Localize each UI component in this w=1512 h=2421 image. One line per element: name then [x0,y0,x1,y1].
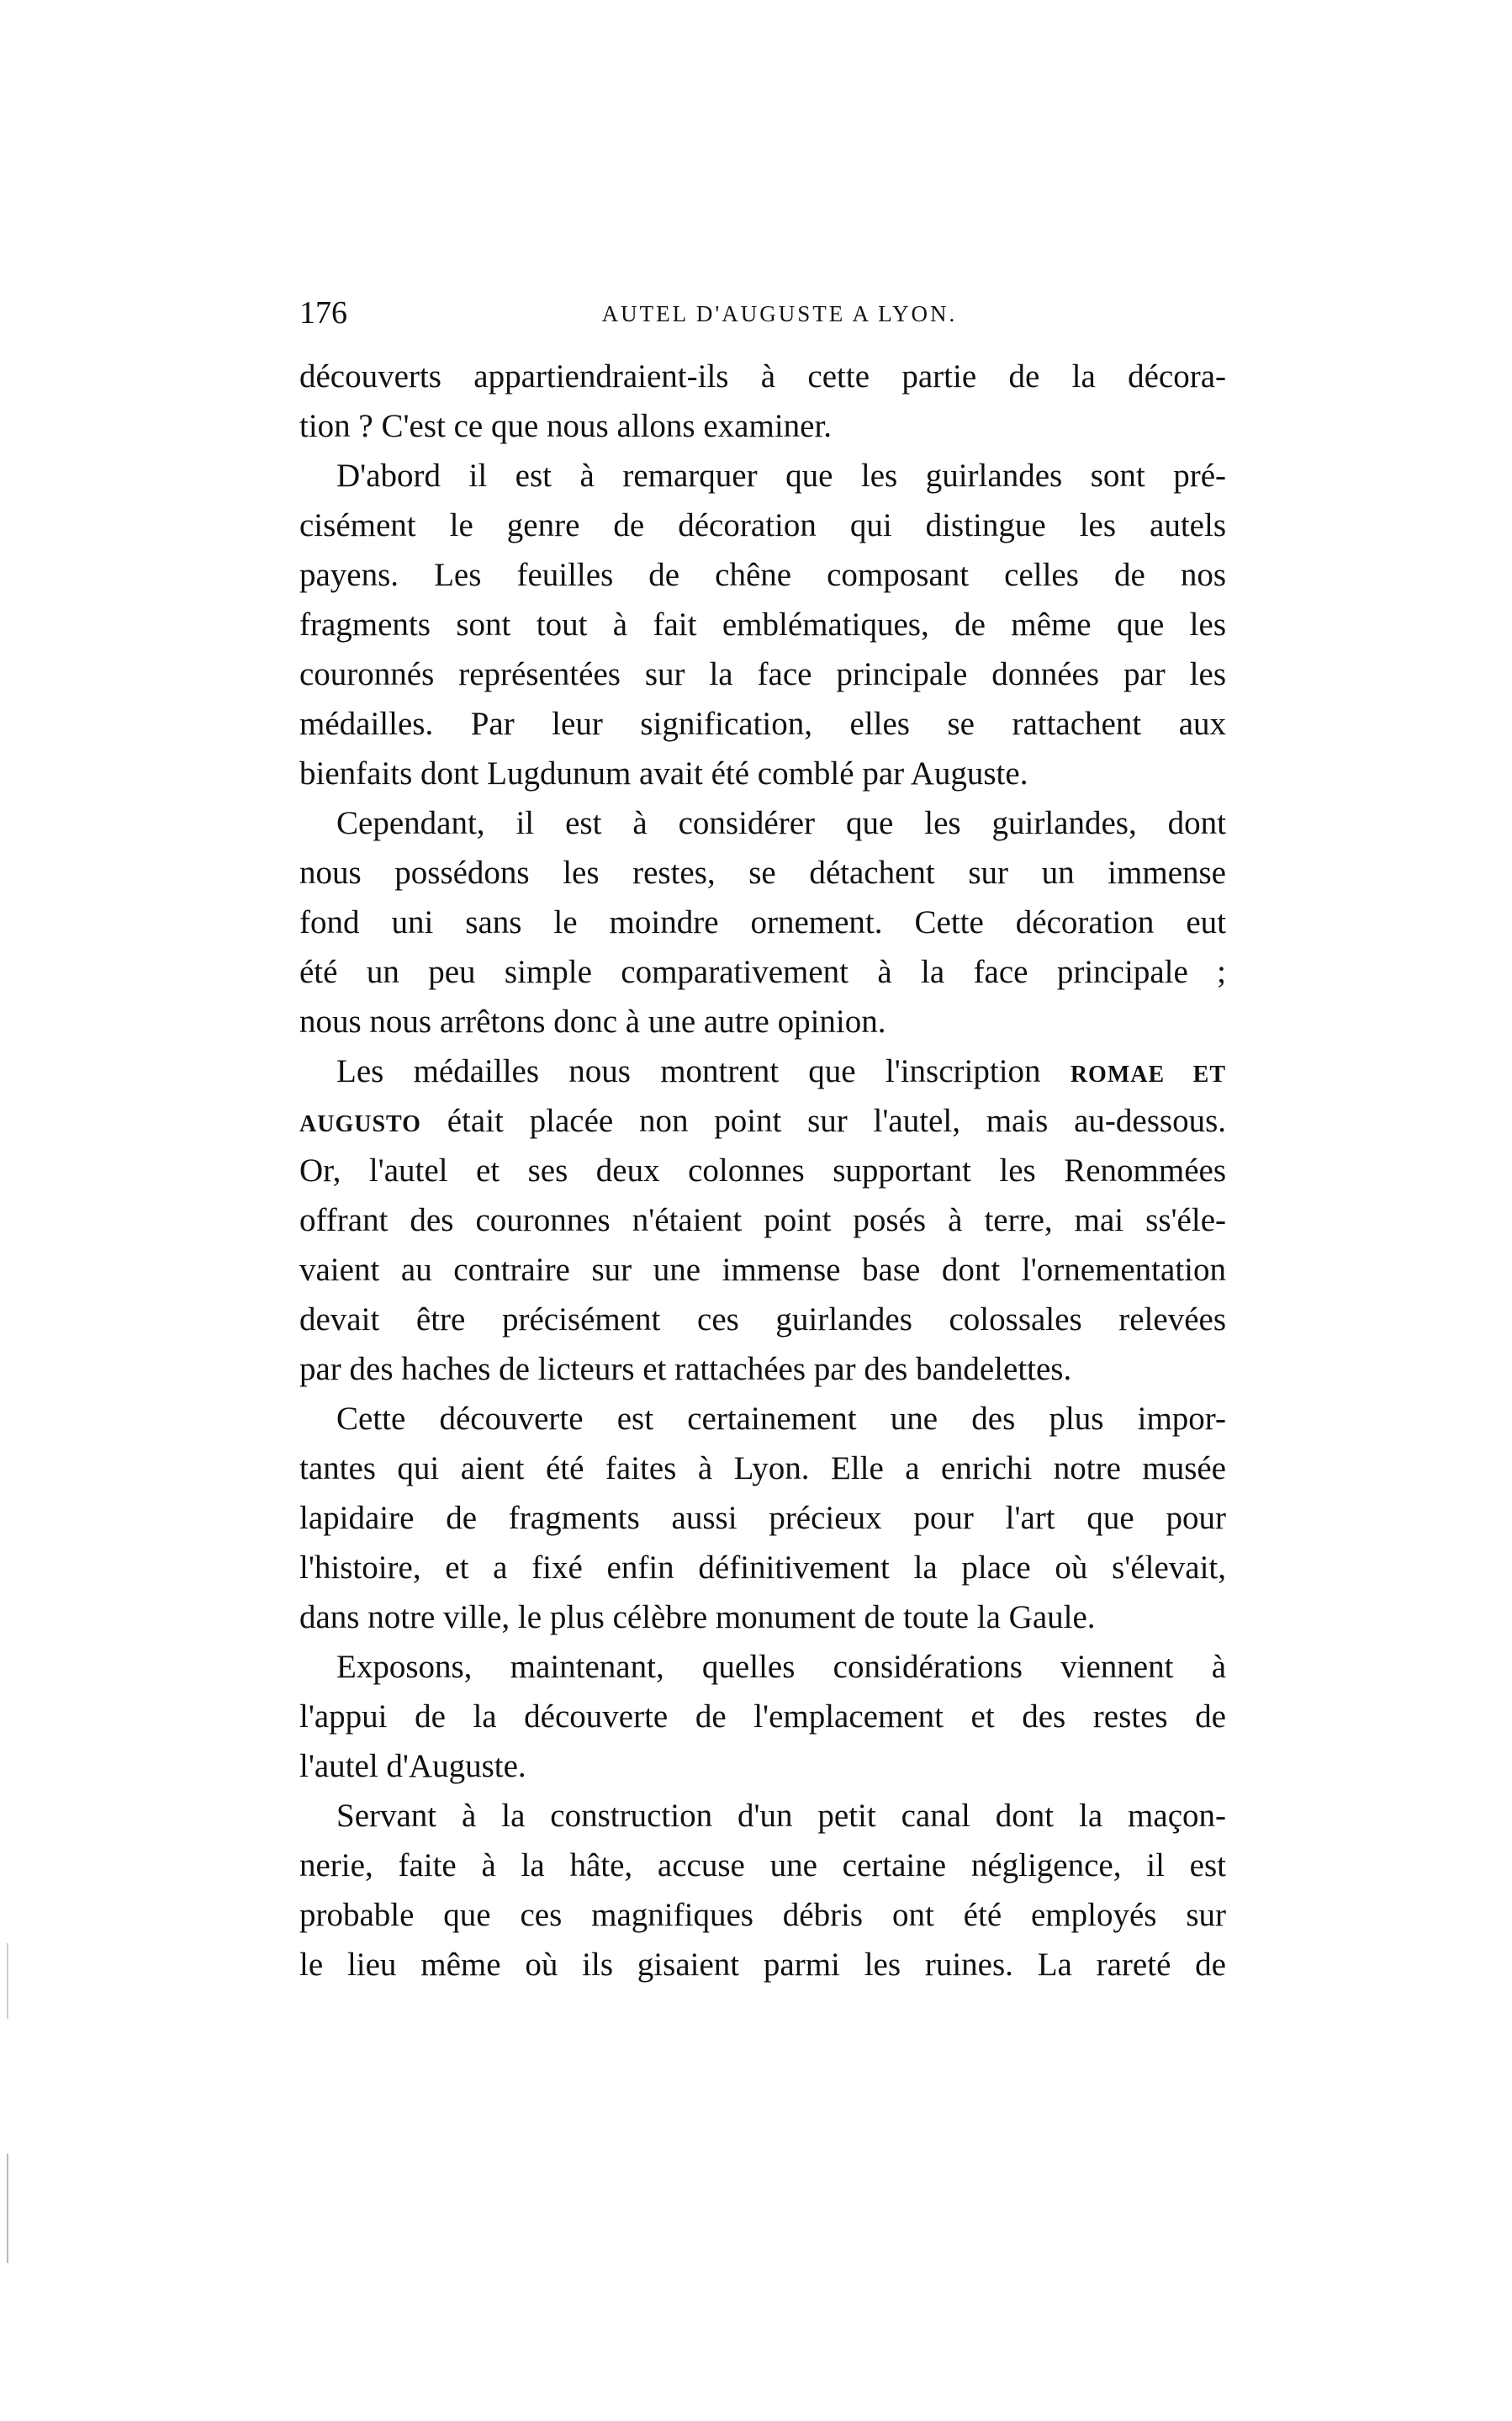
running-title: AUTEL D'AUGUSTE A LYON. [601,301,958,326]
text-line: vaient au contraire sur une immense base dont l'ornementation [299,1252,1226,1288]
text-line: couronnés représentées sur la face principale données par les [299,656,1226,692]
text-line: Cette découverte est certainement une des plus impor- [336,1401,1226,1437]
scan-margin-mark [7,1943,8,2019]
text-line: été un peu simple comparativement à la face principale ; [299,954,1226,990]
text-line: fond uni sans le moindre ornement. Cette décoration eut [299,904,1226,940]
text-line: médailles. Par leur signification, elles se rattachent aux [299,706,1226,742]
text-line: probable que ces magnifiques débris ont été employés sur [299,1897,1226,1933]
text-line: D'abord il est à remarquer que les guirlandes sont pré- [336,458,1226,494]
text-line: cisément le genre de décoration qui distingue les autels [299,507,1226,543]
small-caps-inscription: ROMAE ET [1070,1062,1226,1088]
text-line: Or, l'autel et ses deux colonnes supportant les Renommées [299,1152,1226,1189]
text-line: bienfaits dont Lugdunum avait été comblé par Auguste. [299,755,1028,792]
text-line [299,1046,1226,1096]
text-line: l'autel d'Auguste. [299,1748,526,1784]
text-line: le lieu même où ils gisaient parmi les ruines. La rareté de [299,1947,1226,1983]
scan-margin-mark [7,2153,8,2263]
text-line: par des haches de licteurs et rattachées par des bandelettes. [299,1351,1072,1387]
text-line: l'appui de la découverte de l'emplacement et des restes de [299,1698,1226,1735]
running-header [299,294,1226,336]
text-line: nerie, faite à la hâte, accuse une certaine négligence, il est [299,1847,1226,1883]
small-caps-inscription: AUGUSTO [299,1111,421,1137]
text-line: devait être précisément ces guirlandes colossales relevées [299,1301,1226,1338]
text-line: payens. Les feuilles de chêne composant celles de nos [299,557,1226,593]
text-line: découverts appartiendraient-ils à cette partie de la décora- [299,358,1226,395]
text-line: tantes qui aient été faites à Lyon. Elle a enrichi notre musée [299,1450,1226,1486]
text-line: Cependant, il est à considérer que les guirlandes, dont [336,805,1226,841]
text-line: tion ? C'est ce que nous allons examiner. [299,408,833,444]
text-line: nous nous arrêtons donc à une autre opinion. [299,1004,886,1040]
text-line: nous possédons les restes, se détachent sur un immense [299,855,1226,891]
text-segment: était placée non point sur l'autel, mais au-dessous. [447,1103,1226,1139]
text-segment: Les médailles nous montrent que l'inscription [336,1053,1041,1089]
text-line: fragments sont tout à fait emblématiques, de même que les [299,607,1226,643]
text-line: dans notre ville, le plus célèbre monument de toute la Gaule. [299,1599,1096,1635]
text-line: lapidaire de fragments aussi précieux pour l'art que pour [299,1500,1226,1536]
body-text [299,352,1226,1989]
text-line: l'histoire, et a fixé enfin définitivement la place où s'élevait, [299,1550,1226,1586]
text-line [299,1096,1226,1146]
page-number: 176 [299,295,347,331]
text-line: offrant des couronnes n'étaient point posés à terre, mai ss'éle- [299,1202,1226,1238]
text-line: Servant à la construction d'un petit canal dont la maçon- [336,1798,1226,1834]
text-line: Exposons, maintenant, quelles considérations viennent à [336,1649,1226,1685]
